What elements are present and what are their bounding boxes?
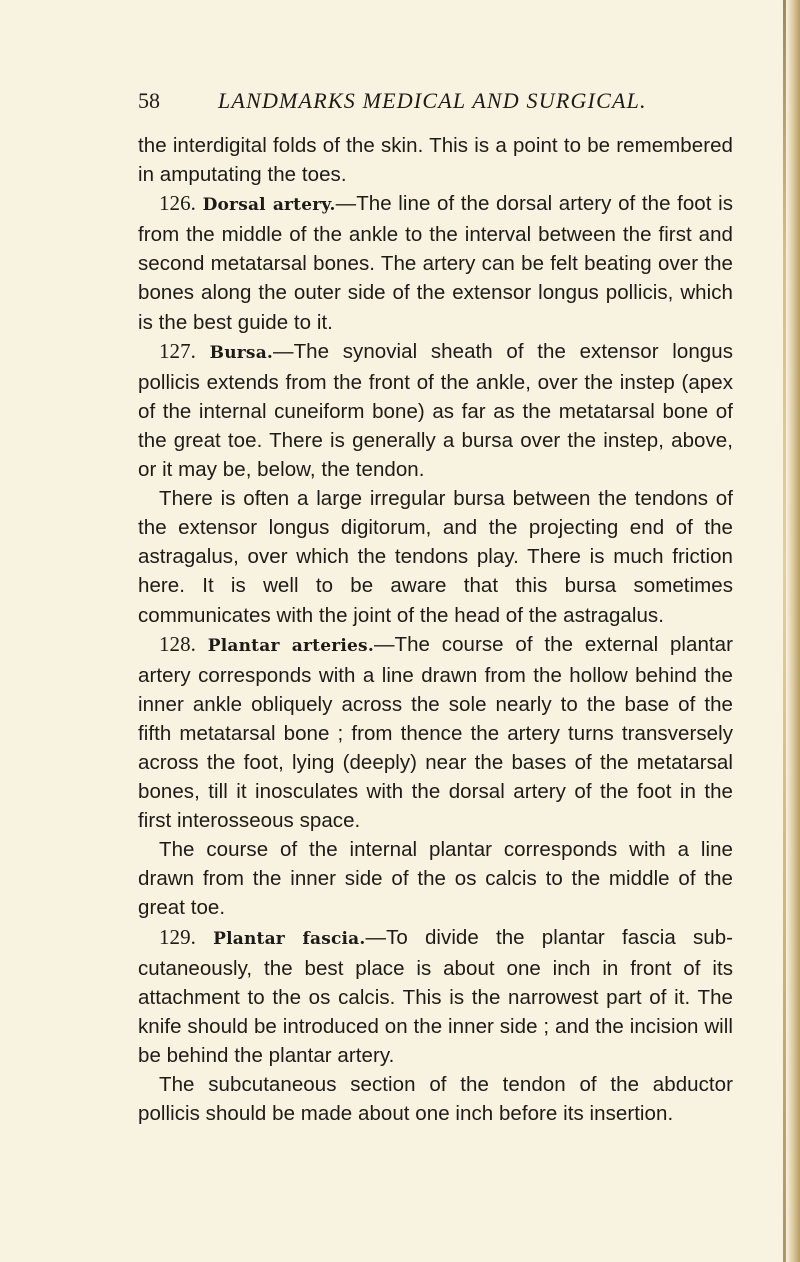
section-number: 129. [159,924,196,949]
paragraph-text: —To divide the plantar fascia subcutaneously, the best place is about one inch in front of its attachment to the os calcis. This is the narrowest part of it. The knife should be introduced on the inner side ; and the incision will be behind the plantar artery. [138,925,733,1067]
paragraph-internal-plantar [138,835,733,922]
page-edge-shadow [786,0,800,1262]
running-title: LANDMARKS MEDICAL AND SURGICAL. [218,88,647,113]
section-heading: Plantar arteries. [207,635,374,656]
section-number: 128. [159,631,196,656]
section-126-dorsal-artery [138,189,733,336]
section-127-bursa [138,337,733,484]
paragraph-bursa-continued [138,484,733,629]
paragraph-text: —The line of the dorsal artery of the foot is from the middle of the ankle to the interval between the first and second metatarsal bones. The artery can be felt beating over the bones along the outer side of the extensor longus pollicis, which is the best guide to it. [138,192,734,334]
paragraph-text: The subcutaneous section of the tendon of the abductor pollicis should be made about one inch before its insertion. [138,1073,733,1126]
section-heading: Bursa. [209,342,274,363]
page-number: 58 [138,88,160,113]
paragraph-text: The course of the internal plantar corresponds with a line drawn from the inner side of the os calcis to the middle of the great toe. [138,838,733,920]
page-edge-stain [783,0,786,1262]
paragraph-abductor-pollicis [138,1070,733,1128]
paragraph-continuation [138,131,733,189]
section-129-plantar-fascia [138,923,733,1070]
paragraph-text: —The synovial sheath of the extensor longus pollicis extends from the front of the ankle, over the instep (apex of the internal cuneiform bone) as far as the metatarsal bone of the great toe. There is generally a bursa over the instep, above, or it may be, below, the tendon. [138,339,734,482]
paragraph-text: the interdigital folds of the skin. This is a point to be remembered in amputating the toes. [138,134,733,187]
paragraph-text: —The course of the external plantar artery corresponds with a line drawn from the hollow behind the inner ankle obliquely across the sole nearly to the base of the fifth metatarsal bone ; from thence the artery turns transversely across the foot, lying (deeply) near the bases of the metatarsal bones, till it inosculates with the dorsal artery of the foot in the first interosseous space. [138,632,734,833]
page-header [138,86,738,116]
section-number: 127. [159,338,196,363]
section-number: 126. [159,191,196,216]
section-128-plantar-arteries [138,630,733,836]
section-heading: Dorsal artery. [202,195,336,216]
body-text [138,131,733,1128]
section-heading: Plantar fascia. [213,928,366,949]
paragraph-text: There is often a large irregular bursa between the tendons of the extensor longus digitorum, and the projecting end of the astragalus, over which the tendons play. There is much friction here. It is well to be aware that this bursa sometimes communicates with the joint of the head of the astragalus. [138,487,733,627]
